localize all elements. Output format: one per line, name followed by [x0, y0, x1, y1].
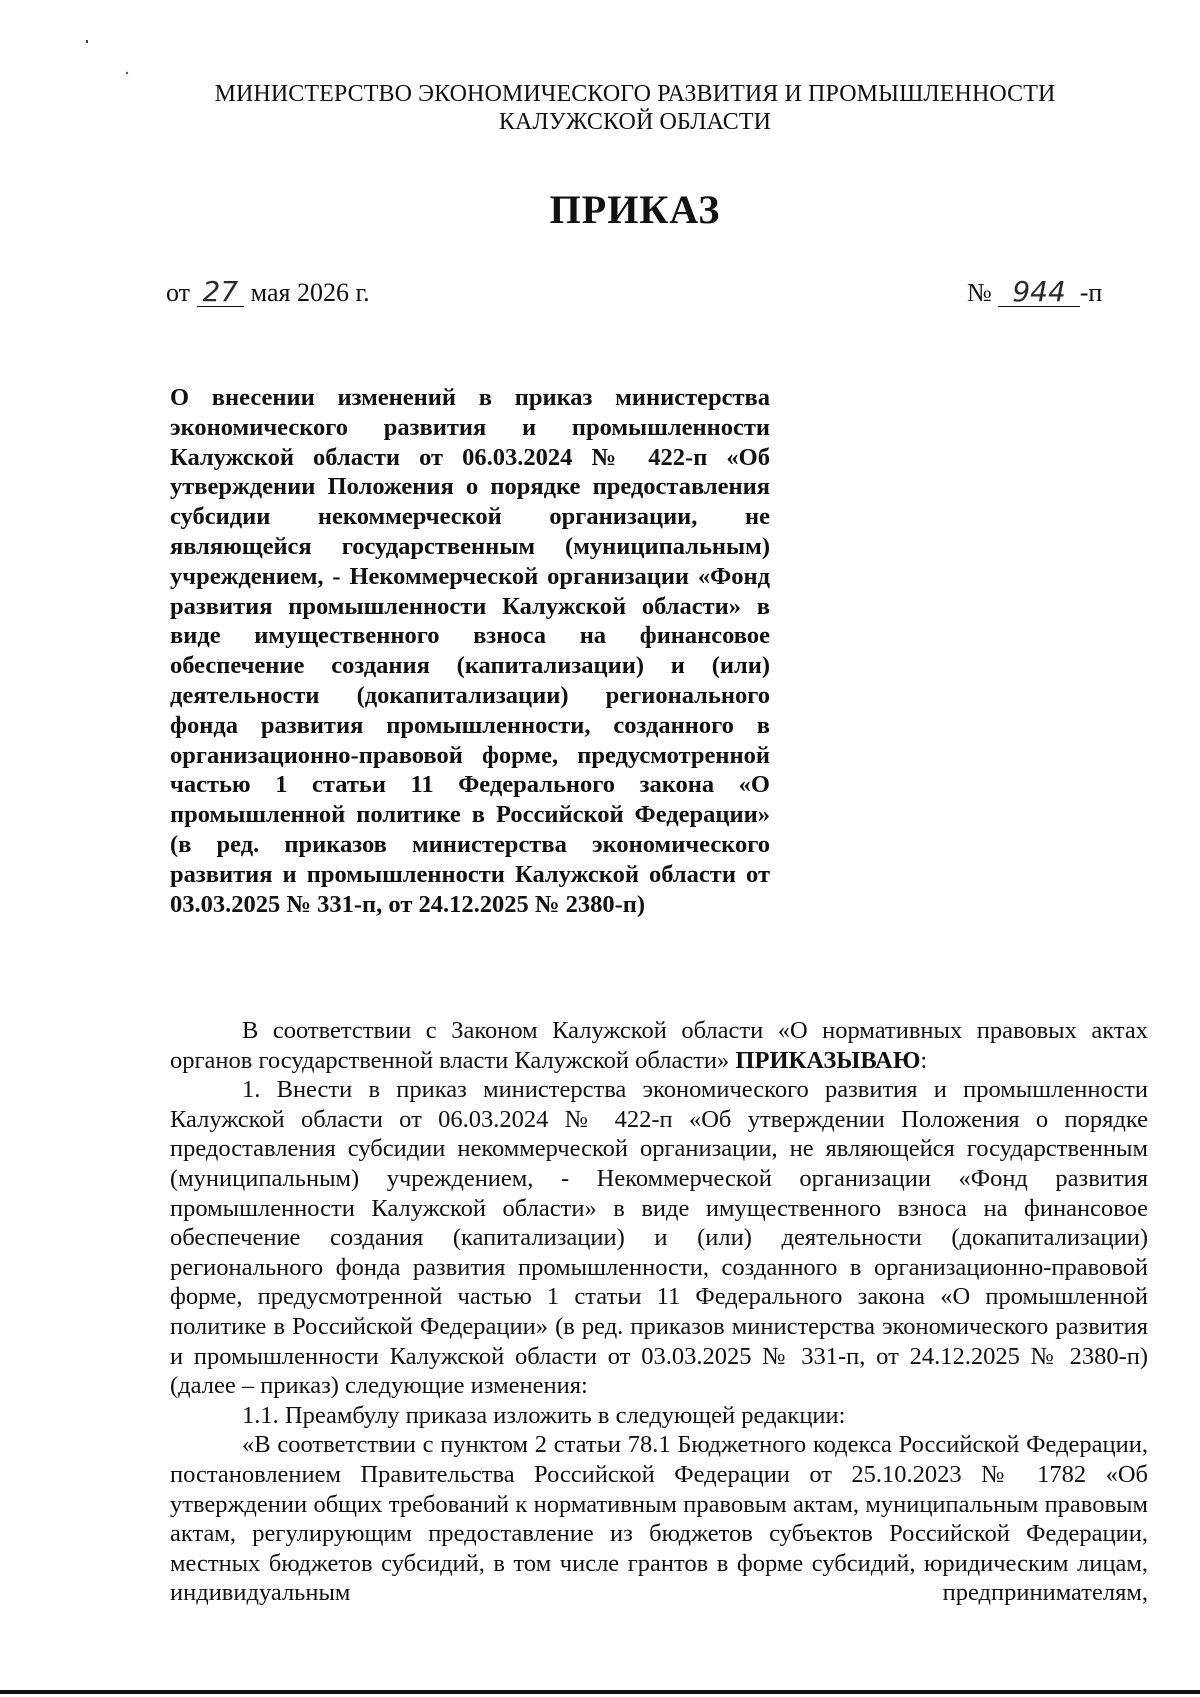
ministry-header-line1: МИНИСТЕРСТВО ЭКОНОМИЧЕСКОГО РАЗВИТИЯ И ПРОМЫШЛЕННОСТИ — [214, 81, 1056, 107]
body-paragraph-1-end: : — [920, 1046, 928, 1074]
scan-speck — [86, 40, 88, 43]
body-paragraph-3: 1.1. Преамбулу приказа изложить в следующей редакции: — [242, 1401, 846, 1429]
body-paragraph-4: «В соответствии с пунктом 2 статьи 78.1 Бюджетного кодекса Российской Федерации, постановлением Правительства Российской Федерации от 25.10.2023 № 1782 «Об утверждении общих требований к нормативным правовым актам, муниципальным правовым актам, регулирующим предоставление из бюджетов субъектов Российской Федерации, местных бюджетов субсидий, в том числе грантов в форме субсидий, юридическим лицам, индивидуальным предпринимателям, — [170, 1431, 1148, 1607]
body-order-word: ПРИКАЗЫВАЮ — [735, 1046, 921, 1074]
date-prefix: от — [166, 278, 191, 307]
scan-speck — [126, 72, 129, 75]
order-body — [170, 1016, 1148, 1608]
ministry-header-line2: КАЛУЖСКОЙ ОБЛАСТИ — [498, 109, 772, 135]
page-bottom-edge — [0, 1690, 1200, 1694]
ministry-header — [0, 80, 1200, 136]
body-paragraph-1 — [170, 1016, 1148, 1075]
document-title: ПРИКАЗ — [549, 187, 721, 232]
number-value-handwritten: 944 — [998, 278, 1079, 307]
number-suffix: -п — [1079, 278, 1103, 307]
order-number — [967, 275, 1103, 308]
date-rest: мая 2026 г. — [250, 278, 370, 307]
body-paragraph-1-text: В соответствии с Законом Калужской области «О нормативных правовых актах органов государственной власти Калужской области» — [170, 1017, 1148, 1074]
order-date — [166, 275, 370, 308]
body-paragraph-2: 1. Внести в приказ министерства экономического развития и промышленности Калужской области от 06.03.2024 № 422-п «Об утверждении Положения о порядке предоставления субсидии некоммерческой организации, не являющейся государственным (муниципальным) учреждением, - Некоммерческой организации «Фонд развития промышленности Калужской области» в виде имущественного взноса на финансовое обеспечение создания (капитализации) и (или) деятельности (докапитализации) регионального фонда развития промышленности, созданного в организационно-правовой форме, предусмотренной частью 1 статьи 11 Федерального закона «О промышленной политике в Российской Федерации» (в ред. приказов министерства экономического развития и промышленности Калужской области от 03.03.2025 № 331-п, от 24.12.2025 № 2380-п) (далее – приказ) следующие изменения: — [170, 1076, 1148, 1400]
date-day-handwritten: 27 — [197, 278, 245, 307]
number-prefix: № — [967, 278, 992, 307]
order-subject: О внесении изменений в приказ министерства экономического развития и промышленности Калужской области от 06.03.2024 № 422-п «Об утверждении Положения о порядке предоставления субсидии некоммерческой организации, не являющейся государственным (муниципальным) учреждением, - Некоммерческой организации «Фонд развития промышленности Калужской области» в виде имущественного взноса на финансовое обеспечение создания (капитализации) и (или) деятельности (докапитализации) регионального фонда развития промышленности, созданного в организационно-правовой форме, предусмотренной частью 1 статьи 11 Федерального закона «О промышленной политике в Российской Федерации» (в ред. приказов министерства экономического развития и промышленности Калужской области от 03.03.2025 № 331-п, от 24.12.2025 № 2380-п) — [170, 384, 770, 918]
